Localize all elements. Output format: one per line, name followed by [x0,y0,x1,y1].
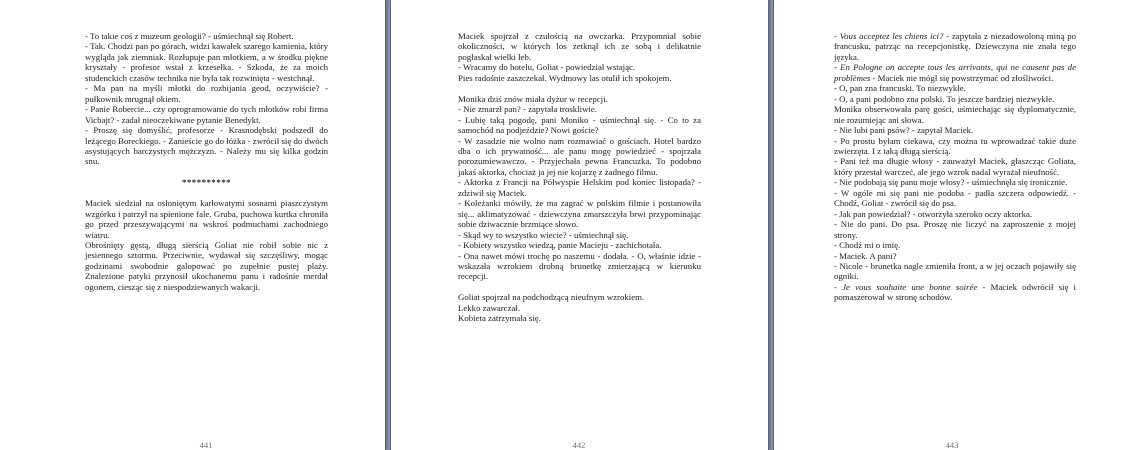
paragraph: - Po prostu byłam ciekawa, czy można tu wprowadzać takie duże zwierzęta. I z taką długą sierścią. [834,135,1076,156]
page-441 [0,0,385,450]
paragraph: - Kobiety wszystko wiedzą, panie Macieju - zachichotała. [458,240,662,251]
paragraph: - To takie coś z muzeum geologii? - uśmiechnął się Robert. [85,31,294,41]
paragraph: - Nicole - brunetka nagle zmieniła front, a w jej oczach pojawiły się ogniki. [834,260,1076,282]
paragraph: - Aktorka z Francji na Półwyspie Helskim pod koniec listopada? - zdziwił się Maciek. [458,177,701,198]
paragraph: - Panie Robercie... czy oprogramowanie do tych młotków robi firma Vicbajt? - zadał nieoczekiwane pytanie Benedykt. [85,104,328,125]
paragraph-text: - zapytała z niezadowoloną miną po francusku, patrząc na recepcjonistkę. Dziewczyna nie znała tego języka. [834,31,1077,62]
paragraph: - Nie do pani. Do psa. Proszę nie liczyć na zaproszenie z mojej strony. [834,219,1076,240]
paragraph: - Wracamy do hotelu, Goliat - powiedział wstając. [458,62,636,73]
paragraph: - Nie zmarzł pan? - zapytała troskliwie. [458,104,597,115]
page-441-text [85,31,328,292]
paragraph [834,282,1076,303]
paragraph: Kobieta zatrzymała się. [458,313,541,324]
paragraph-text: - Maciek odwrócił się i pomaszerował w stronę schodów. [834,281,1076,303]
paragraph: Obrośnięty gęstą, długą sierścią Goliat nie robił sobie nic z jesiennego sztormu. Przeciwnie, wydawał się szczęśliwy, mogąc godzinami swobodnie galopować po zupełnie pustej plaży. Znalezione patyki przynosił ukochanemu panu i radośnie merdał ogonem, ciesząc się z niespodziewanych wakacji. [85,240,328,292]
page-443 [774,0,1140,450]
paragraph: - Nie podobają się panu moje włosy? - uśmiechnęła się ironicznie. [834,177,1068,188]
paragraph: - Skąd wy to wszystko wiecie? - uśmiechnął się. [458,229,629,240]
paragraph: Maciek siedział na osłoniętym karłowatymi sosnami piaszczystym wzgórku i patrzył na spienione fale. Gruba, puchowa kurtka chroniła go przed przeszywającymi na wskroś podmuchami zachodniego wiatru. [85,198,328,240]
page-number: 441 [199,440,213,450]
italic-phrase: - En Pologne on accepte tous les arrivants, qui ne causent pas de problèmes [834,62,1076,83]
paragraph: - W ogóle mi się pani nie podoba - padła szczera odpowiedź. - Chodź, Goliat - zwrócił się do psa. [834,187,1076,209]
paragraph [834,31,1076,62]
paragraph [834,62,1076,83]
section-separator: ********** [182,177,231,188]
paragraph: - O, a pani podobno zna polski. To jeszcze bardziej niezwykłe. [834,93,1055,104]
paragraph: Maciek spojrzał z czułością na owczarka. Przypomniał sobie okoliczności, w których los zetknął ich ze sobą i delikatnie pogłaskał wielki łeb. [458,31,701,62]
paragraph: - Tak. Chodzi pan po górach, widzi kawałek szarego kamienia, który wygląda jak ziemniak. Rozłupuje pan młotkiem, a w środku piękne kryształy - profesor wstał z krzesełka. - Szkoda, że za moich studenckich czasów technika nie była tak rozwinięta - westchnął. [85,41,328,83]
paragraph: - Chodź mi o imię. [834,240,901,251]
page-442 [391,0,768,450]
paragraph: - Ma pan na myśli młotki do rozbijania geod, oczywiście? - pułkownik mrugnął okiem. [85,83,328,104]
paragraph: - Pani też ma długie włosy - zauważył Maciek, głaszcząc Goliata, który przestał warczeć, ale jego wzrok nadal wyrażał nieufność. [834,156,1076,177]
paragraph: - W zasadzie nie wolno nam rozmawiać o gościach. Hotel bardzo dba o ich prywatność... ale panu mogę powiedzieć - spojrzała porozumiewawczo. - Przyjechała pewna Francuzka. To podobno jakaś aktorka, chociaż ja jej nie kojarzę z żadnego filmu. [458,135,701,177]
italic-phrase: - Vous acceptez les chiens ici? [834,31,944,41]
paragraph: - Jak pan powiedział? - otworzyła szeroko oczy aktorka. [834,208,1033,219]
page-442-text [458,31,701,324]
page-number: 442 [572,440,586,450]
paragraph: - Nie lubi pani psów? - zapytał Maciek. [834,125,974,136]
paragraph: Goliat spojrzał na podchodzącą nieufnym wzrokiem. [458,292,645,303]
paragraph-text: - Maciek nie mógł się powstrzymać od złośliwości. [870,72,1054,83]
page-number: 443 [945,440,959,450]
paragraph: Lekko zawarczał. [458,302,521,313]
paragraph: - Ona nawet mówi trochę po naszemu - dodała. - O, właśnie idzie - wskazała wzrokiem drobną brunetkę zmierzającą w kierunku recepcji. [458,250,701,282]
paragraph: Pies radośnie zaszczekał. Wydmowy las otulił ich spokojem. [458,72,672,83]
italic-phrase: - Je vous souhaite une bonne soirée [834,281,978,292]
paragraph: Monika obserwowała parę gości, uśmiechając się dyplomatycznie, nie rozumiejąc ani słowa. [834,104,1076,125]
paragraph: Monika dziś znów miała dyżur w recepcji. [458,93,608,104]
paragraph: - O, pan zna francuski. To niezwykłe. [834,83,966,94]
paragraph: - Proszę się domyślić, profesorze - Krasnodębski podszedł do leżącego Boreckiego. - Zanieście go do łóżka - zwrócił się do dwóch asystujących barczystych mężczyzn. - Należy mu się kilka godzin snu. [85,125,328,167]
paragraph: - Koleżanki mówiły, że ma zagrać w polskim filmie i postanowiła się... aklimatyzować - dziewczyna zmarszczyła brwi przypominając sobie dziwacznie brzmiące słowo. [458,198,701,230]
paragraph: - Maciek. A pani? [834,250,897,261]
paragraph: - Lubię taką pogodę, pani Moniko - uśmiechnął się. - Co to za samochód na podjeździe? Nowi goście? [458,114,701,136]
page-443-text [834,31,1076,303]
